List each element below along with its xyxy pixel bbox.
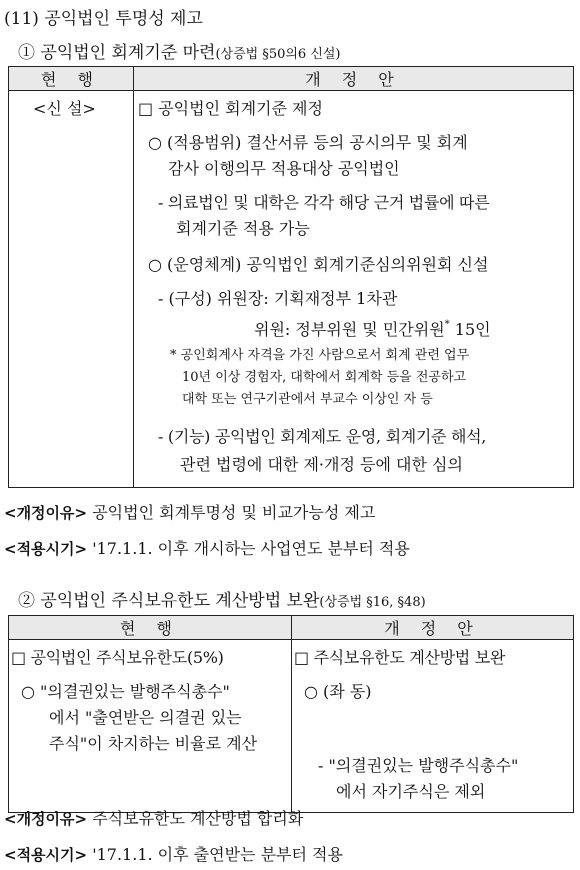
item2-current-line-0: □ 공익법인 주식보유한도(5%) [11,648,224,667]
item1-effective-label: <적용시기> [4,540,88,558]
item1-heading-text: ① 공익법인 회계기준 마련 [18,43,216,63]
item1-effective [4,536,410,559]
item1-footnote-mark: * [444,319,450,330]
item2-reason-label: <개정이유> [4,810,88,828]
item2-current-cell [9,640,292,813]
item2-col-proposed: 개 정 안 [292,616,574,640]
item1-line-4: 회계기준 적용 가능 [176,219,310,238]
item1-line-5: ○ (운영체계) 공익법인 회계기준심의위원회 신설 [148,255,489,274]
section-title: (11) 공익법인 투명성 제고 [4,9,203,29]
item1-line-7-text: 위원: 정부위원 및 민간위원 [254,320,445,339]
item2-proposed-line-0: □ 주식보유한도 계산방법 보완 [294,648,506,667]
item1-line-1: ○ (적용범위) 결산서류 등의 공시의무 및 회계 [148,133,468,152]
item2-proposed-line-3: 에서 자기주식은 제외 [336,782,486,801]
item1-line-13: 관련 법령에 대한 제·개정 등에 대한 심의 [180,455,463,474]
item2-current-line-2: 에서 "출연받은 의결권 있는 [49,708,242,727]
item1-reason-label: <개정이유> [4,504,88,522]
item2-current-body [9,640,291,812]
item2-effective-text: '17.1.1. 이후 출연받는 분부터 적용 [92,845,343,864]
item1-line-6: - (구성) 위원장: 기획재정부 1차관 [158,289,398,308]
item1-line-0: □ 공익법인 회계기준 제정 [138,99,323,118]
item2-col-current: 현 행 [9,616,292,640]
item2-effective [4,842,343,865]
item2-current-line-1: ○ "의결권있는 발행주식총수" [21,682,230,701]
item1-line-12: - (기능) 공익법인 회계제도 운영, 회계기준 해석, [158,427,487,446]
item1-reason [4,500,375,523]
item2-reason-text: 주식보유한도 계산방법 합리화 [92,809,304,828]
item2-heading-text: ② 공익법인 주식보유한도 계산방법 보완 [18,591,320,611]
item1-line-3: - 의료법인 및 대학은 각각 해당 근거 법률에 따른 [158,193,490,212]
item2-effective-label: <적용시기> [4,846,88,864]
item2-heading [18,586,426,611]
item1-reason-text: 공익법인 회계투명성 및 비교가능성 제고 [92,503,376,522]
item1-table [8,66,574,488]
item2-proposed-line-1: ○ (좌 동) [304,682,372,701]
item1-heading [18,38,341,63]
item1-line-11: 대학 또는 연구기관에서 부교수 이상인 자 등 [182,392,433,407]
item2-table [8,615,574,813]
item2-current-line-3: 주식"이 차지하는 비율로 계산 [49,734,258,753]
item1-line-2: 감사 이행의무 적용대상 공익법인 [168,159,400,178]
item1-current-cell [9,91,134,488]
item2-proposed-line-2: - "의결권있는 발행주식총수" [318,756,519,775]
item1-col-proposed: 개 정 안 [134,67,574,91]
item2-proposed-cell [292,640,574,813]
item1-source: (상증법 §50의6 신설) [215,47,341,62]
item1-line-7 [254,311,491,343]
item1-proposed-body [134,91,573,487]
item1-col-current: 현 행 [9,67,134,91]
item2-proposed-body [292,640,573,812]
item1-line-10: 10년 이상 경험자, 대학에서 회계학 등을 전공하고 [182,370,467,385]
item1-count: 15인 [454,320,491,339]
item2-reason [4,806,303,829]
item1-current-text: <신 설> [33,99,96,118]
item1-line-9: * 공인회계사 자격을 가진 사람으로서 회계 관련 업무 [170,348,470,363]
item2-source: (상증법 §16, §48) [319,595,426,610]
item1-effective-text: '17.1.1. 이후 개시하는 사업연도 분부터 적용 [92,539,410,558]
item1-proposed-cell [134,91,574,488]
